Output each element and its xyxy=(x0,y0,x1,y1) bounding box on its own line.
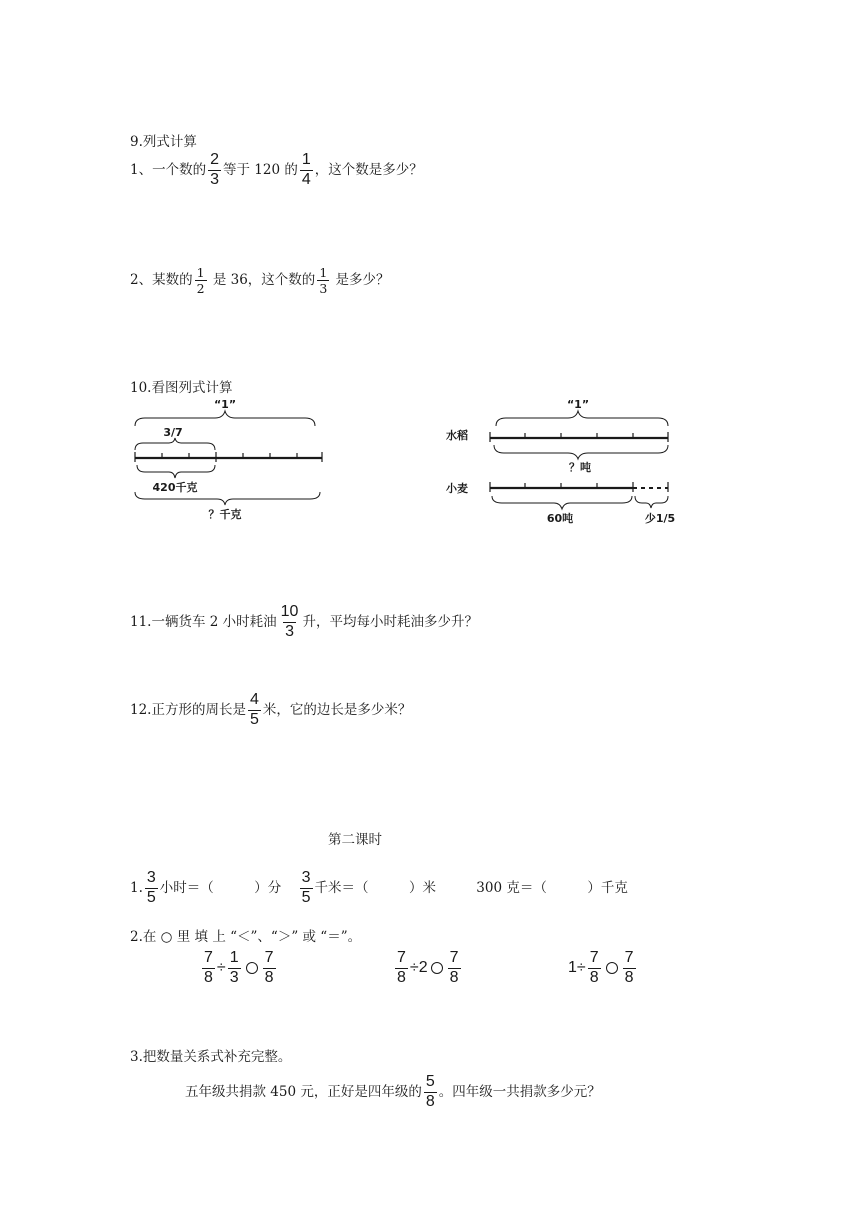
brace-known xyxy=(137,465,215,478)
numerator: 7 xyxy=(624,949,634,966)
denominator: 5 xyxy=(301,888,311,906)
fraction-seven-eighths xyxy=(588,950,601,987)
c3-text-b: 。四年级一共捐款多少元？ xyxy=(438,1083,601,1100)
denominator: 8 xyxy=(425,1092,435,1110)
label-rice: 水稻 xyxy=(446,429,468,442)
fraction-seven-eighths xyxy=(623,950,636,987)
q9-title: 9.列式计算 xyxy=(130,134,197,150)
q9-p1-text-c: ，这个数是多少？ xyxy=(314,161,423,178)
q12-text-b: 米，它的边长是多少米？ xyxy=(262,701,412,718)
label-rice-ask: ？吨 xyxy=(569,461,591,474)
answer-circle[interactable] xyxy=(246,962,258,974)
q9-p2-text-c: 是多少？ xyxy=(331,272,390,289)
numerator: 10 xyxy=(280,603,299,620)
brace-less xyxy=(635,496,668,508)
denominator: 8 xyxy=(589,968,599,986)
lesson2-c3-problem xyxy=(185,1074,601,1111)
denominator: 3 xyxy=(319,281,328,297)
numerator: 1 xyxy=(229,949,239,966)
compare-expr-2 xyxy=(393,950,463,987)
brace-whole xyxy=(496,411,668,426)
label-less: 少1/5 xyxy=(644,512,676,525)
numerator: 4 xyxy=(249,691,259,708)
lesson2-c2-title: 2.在 ○ 里 填 上 “＜”、“＞” 或 “＝”。 xyxy=(130,929,362,945)
compare-expr-3 xyxy=(568,950,638,987)
denominator: 8 xyxy=(264,968,274,986)
q9-p2-text-b: 是 36，这个数的 xyxy=(208,272,316,289)
c1-t1: 小时＝（ ）分 xyxy=(159,879,282,896)
brace-whole xyxy=(135,411,315,426)
fraction-four-fifths xyxy=(248,692,261,729)
denominator: 8 xyxy=(204,968,213,986)
fraction-seven-eighths xyxy=(263,950,276,987)
label-whole: “1” xyxy=(566,398,590,411)
fraction-one-third xyxy=(228,950,241,987)
numerator: 1 xyxy=(319,265,328,280)
brace-part xyxy=(135,438,215,450)
operator: ÷2 xyxy=(409,958,428,976)
brace-wheat xyxy=(492,496,632,509)
denominator: 3 xyxy=(285,622,294,640)
numerator: 7 xyxy=(204,949,213,966)
q9-p1-text-a: 1、一个数的 xyxy=(130,161,207,178)
answer-circle[interactable] xyxy=(431,962,443,974)
denominator: 3 xyxy=(229,968,239,986)
q10-title: 10.看图列式计算 xyxy=(130,380,233,396)
fraction-seven-eighths xyxy=(448,950,461,987)
denominator: 5 xyxy=(249,710,259,728)
denominator: 3 xyxy=(210,170,219,188)
q9-p2-text-a: 2、某数的 xyxy=(130,272,193,289)
q9-problem-2 xyxy=(130,266,390,295)
denominator: 8 xyxy=(449,968,459,986)
numerator: 1 xyxy=(301,151,311,168)
q9-problem-1 xyxy=(130,152,423,189)
operator: 1÷ xyxy=(568,958,586,976)
fraction-one-half xyxy=(195,266,207,295)
fraction-seven-eighths xyxy=(395,950,408,987)
answer-circle[interactable] xyxy=(606,962,618,974)
c1-num: 1. xyxy=(130,879,143,896)
numerator: 7 xyxy=(264,949,274,966)
fraction-ten-thirds xyxy=(279,604,301,641)
fraction-seven-eighths xyxy=(202,950,215,987)
fraction-one-third xyxy=(317,266,329,295)
segment-diagram-right xyxy=(440,392,685,527)
label-wheat: 小麦 xyxy=(446,482,468,495)
q12-problem xyxy=(130,692,411,729)
fraction-three-fifths xyxy=(300,870,313,907)
numerator: 3 xyxy=(301,869,311,886)
q12-text-a: 12.正方形的周长是 xyxy=(130,701,246,718)
fraction-five-eighths xyxy=(424,1074,437,1111)
compare-expr-1 xyxy=(200,950,278,987)
q11-text-b: 升，平均每小时耗油多少升？ xyxy=(302,613,478,630)
q11-problem xyxy=(130,604,478,641)
numerator: 1 xyxy=(196,265,205,280)
numerator: 7 xyxy=(449,949,459,966)
fraction-two-thirds xyxy=(208,152,221,189)
denominator: 8 xyxy=(624,968,634,986)
lesson2-c1 xyxy=(130,870,628,907)
brace-rice xyxy=(494,445,668,459)
numerator: 3 xyxy=(146,869,156,886)
numerator: 5 xyxy=(425,1073,435,1090)
c3-text-a: 五年级共捐款 450 元，正好是四年级的 xyxy=(185,1083,422,1100)
fraction-three-fifths xyxy=(145,870,158,907)
operator: ÷ xyxy=(216,958,226,976)
q11-text-a: 11.一辆货车 2 小时耗油 xyxy=(130,613,277,630)
c1-t3: 300 克＝（ ）千克 xyxy=(476,879,628,896)
lesson-heading: 第二课时 xyxy=(328,832,382,848)
lesson2-c3-title: 3.把数量关系式补充完整。 xyxy=(130,1049,292,1065)
denominator: 4 xyxy=(301,170,311,188)
denominator: 8 xyxy=(397,968,406,986)
fraction-one-fourth xyxy=(300,152,313,189)
denominator: 5 xyxy=(146,888,156,906)
c1-t2: 千米＝（ ）米 xyxy=(314,879,436,896)
denominator: 2 xyxy=(196,281,205,297)
label-whole: “1” xyxy=(213,398,237,411)
numerator: 7 xyxy=(589,949,599,966)
label-known: 420千克 xyxy=(152,481,198,494)
label-ask: ？千克 xyxy=(208,508,242,521)
numerator: 2 xyxy=(210,151,219,168)
segment-diagram-left xyxy=(125,392,335,527)
numerator: 7 xyxy=(397,949,406,966)
q9-p1-text-b: 等于 120 的 xyxy=(223,161,298,178)
label-wheat-known: 60吨 xyxy=(546,512,574,525)
label-part: 3/7 xyxy=(163,426,183,439)
